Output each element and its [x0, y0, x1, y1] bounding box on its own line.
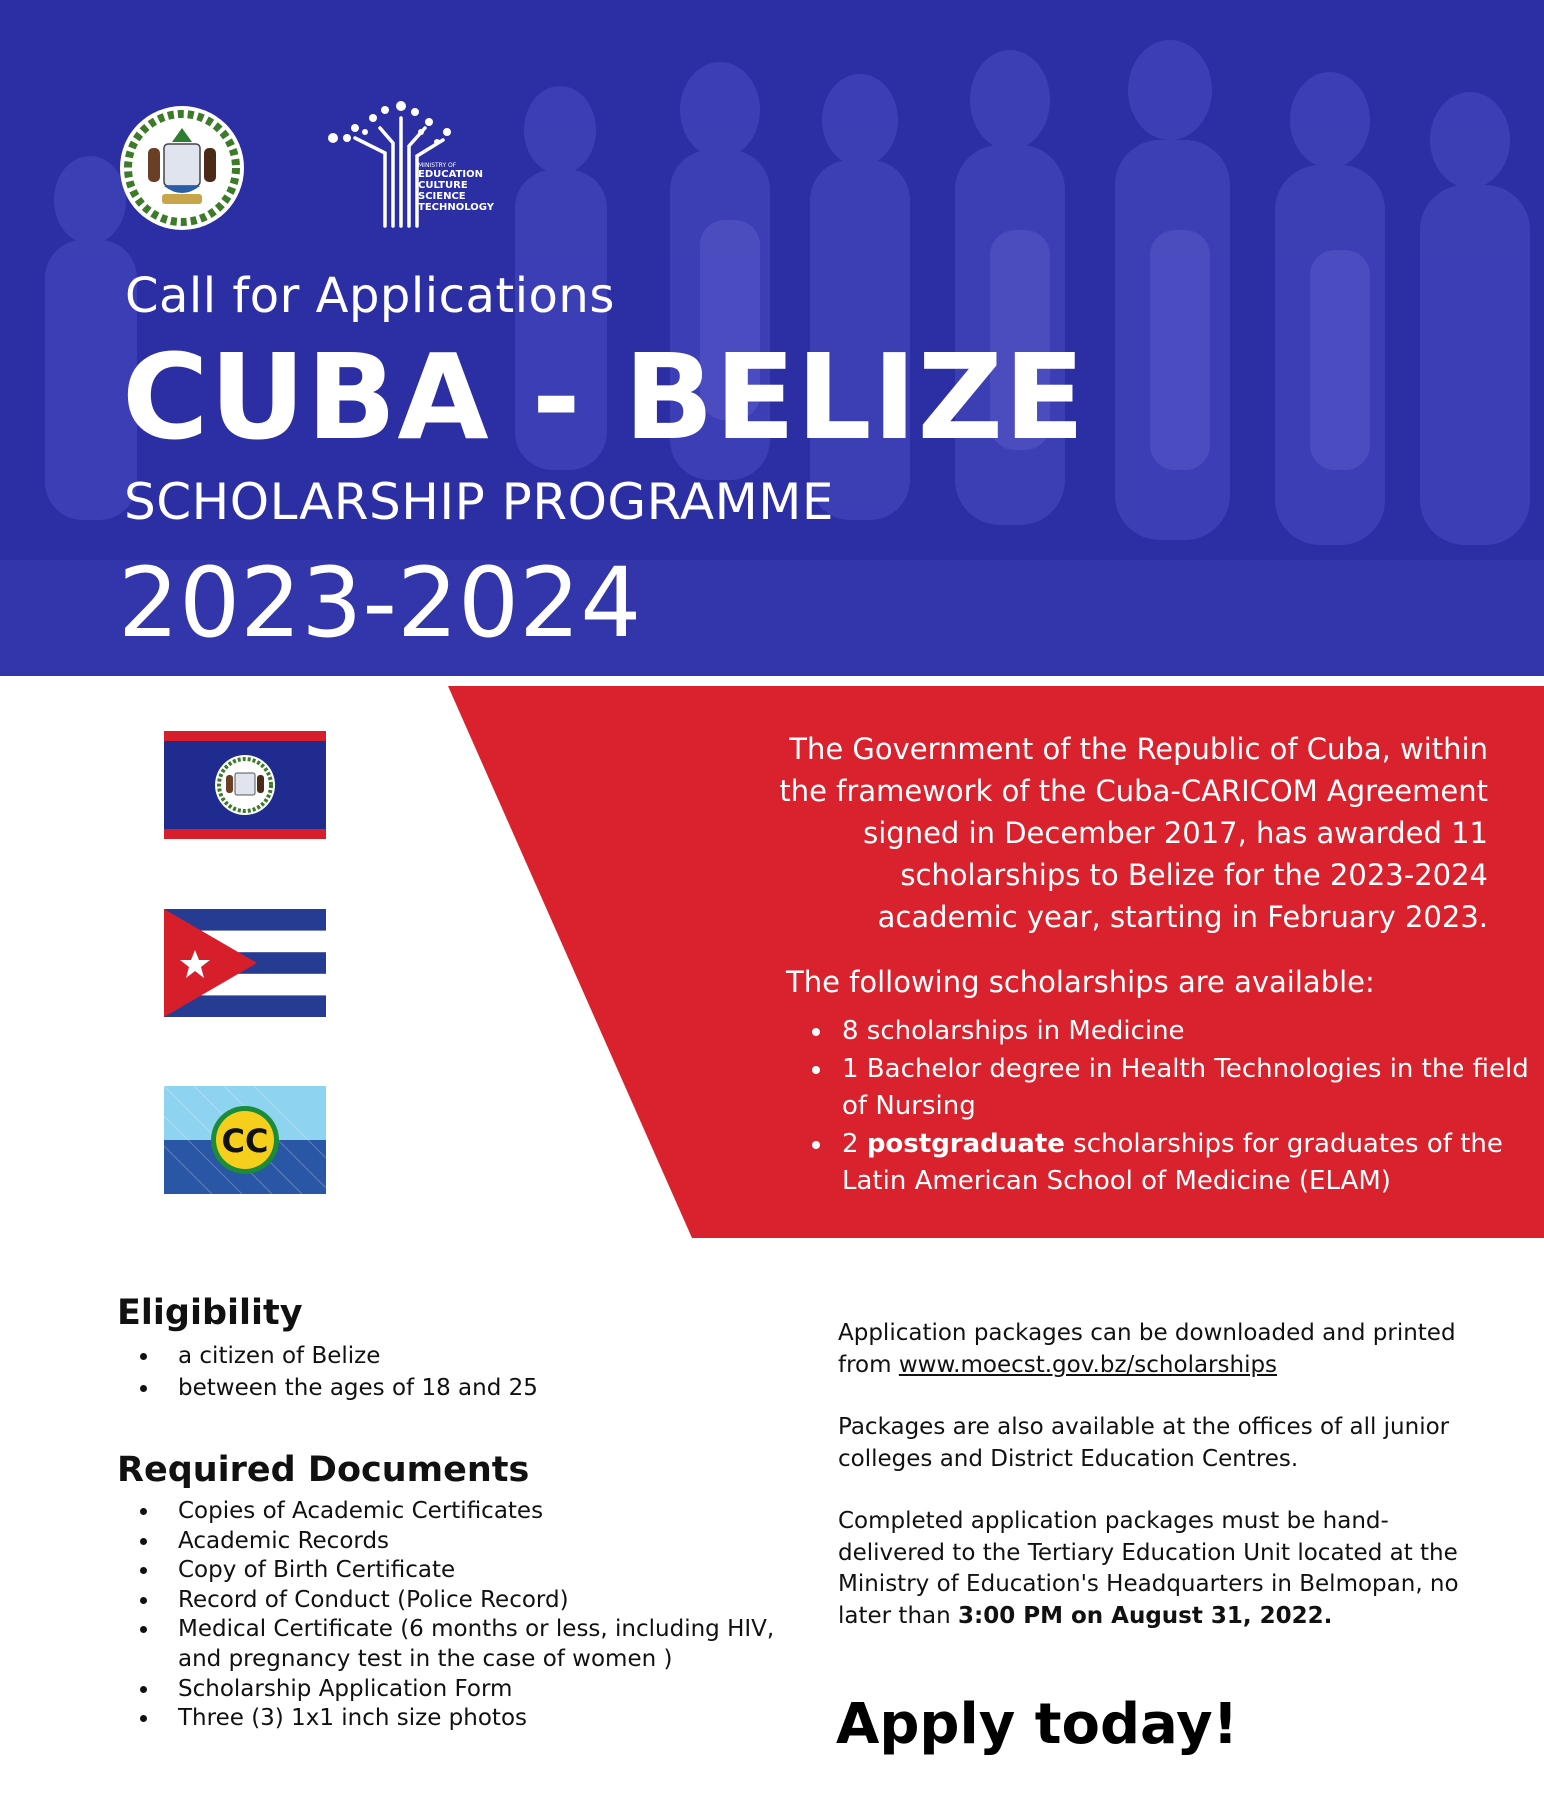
eligibility-list	[140, 1340, 538, 1404]
scholarship-item: • 8 scholarships in Medicine	[834, 1013, 1534, 1051]
programme-year: 2023-2024	[118, 547, 642, 659]
ministry-line-5: TECHNOLOGY	[418, 202, 494, 213]
list-item: • between the ages of 18 and 25	[160, 1372, 538, 1404]
scholarship-item-3-post: scholarships for graduates of the Latin American School of Medicine (ELAM)	[842, 1128, 1503, 1196]
intro-paragraph	[620, 728, 1488, 938]
packages-info: Packages are also available at the offices of all junior colleges and District Education Centres.	[838, 1414, 1450, 1472]
belize-flag-icon	[164, 731, 326, 839]
ministry-line-4: SCIENCE	[418, 191, 466, 202]
submission-info	[838, 1506, 1478, 1632]
intro-line-2: the framework of the Cuba-CARICOM Agreement	[779, 774, 1488, 808]
list-item: • Academic Records	[160, 1527, 780, 1557]
submission-text: Completed application packages must be hand-delivered to the Tertiary Education Unit located at the Ministry of Education's Headquarters in Belmopan, no later than	[838, 1508, 1459, 1629]
download-info	[838, 1318, 1478, 1381]
ministry-line-1: MINISTRY OF	[418, 162, 457, 169]
list-item: • Record of Conduct (Police Record)	[160, 1586, 780, 1616]
caricom-flag-icon	[164, 1086, 326, 1194]
scholarship-item-3-bold: postgraduate	[866, 1128, 1065, 1159]
list-item: • Copies of Academic Certificates	[160, 1497, 780, 1527]
intro-line-3: signed in December 2017, has awarded 11	[863, 816, 1488, 850]
scholarships-list	[810, 1013, 1534, 1201]
ministry-line-2: EDUCATION	[418, 169, 483, 180]
cuba-flag-icon	[164, 909, 326, 1017]
intro-line-1: The Government of the Republic of Cuba, within	[789, 732, 1488, 766]
intro-line-4: scholarships to Belize for the 2023-2024	[900, 858, 1488, 892]
scholarships-heading: The following scholarships are available:	[786, 965, 1375, 999]
scholarships-link[interactable]: www.moecst.gov.bz/scholarships	[898, 1351, 1278, 1378]
ministry-name	[418, 162, 494, 213]
list-item: • Copy of Birth Certificate	[160, 1556, 780, 1586]
scholarship-item-3-pre: 2	[842, 1128, 867, 1159]
deadline-period: .	[1323, 1602, 1333, 1629]
ministry-line-3: CULTURE	[418, 180, 468, 191]
scholarship-item	[834, 1126, 1534, 1201]
required-documents-list	[140, 1497, 780, 1734]
hero-banner	[0, 0, 1544, 676]
list-item: • Three (3) 1x1 inch size photos	[160, 1704, 780, 1734]
list-item: • Medical Certificate (6 months or less, including HIV, and pregnancy test in the case of women )	[160, 1615, 780, 1674]
apply-today-cta: Apply today!	[836, 1692, 1239, 1757]
scholarship-item: • 1 Bachelor degree in Health Technologies in the field of Nursing	[834, 1051, 1534, 1126]
download-text: Application packages can be downloaded and printed from	[838, 1320, 1456, 1378]
call-for-applications: Call for Applications	[125, 268, 615, 324]
deadline: 3:00 PM on August 31, 2022	[958, 1602, 1324, 1629]
required-documents-heading: Required Documents	[117, 1450, 530, 1490]
list-item: • Scholarship Application Form	[160, 1675, 780, 1705]
svg-text:CC: CC	[221, 1122, 269, 1160]
intro-line-5: academic year, starting in February 2023.	[877, 900, 1488, 934]
eligibility-heading: Eligibility	[117, 1293, 303, 1333]
programme-title: CUBA - BELIZE	[122, 328, 1086, 466]
belize-coat-of-arms-icon	[118, 104, 246, 232]
programme-subtitle: SCHOLARSHIP PROGRAMME	[124, 473, 834, 531]
list-item: • a citizen of Belize	[160, 1340, 538, 1372]
